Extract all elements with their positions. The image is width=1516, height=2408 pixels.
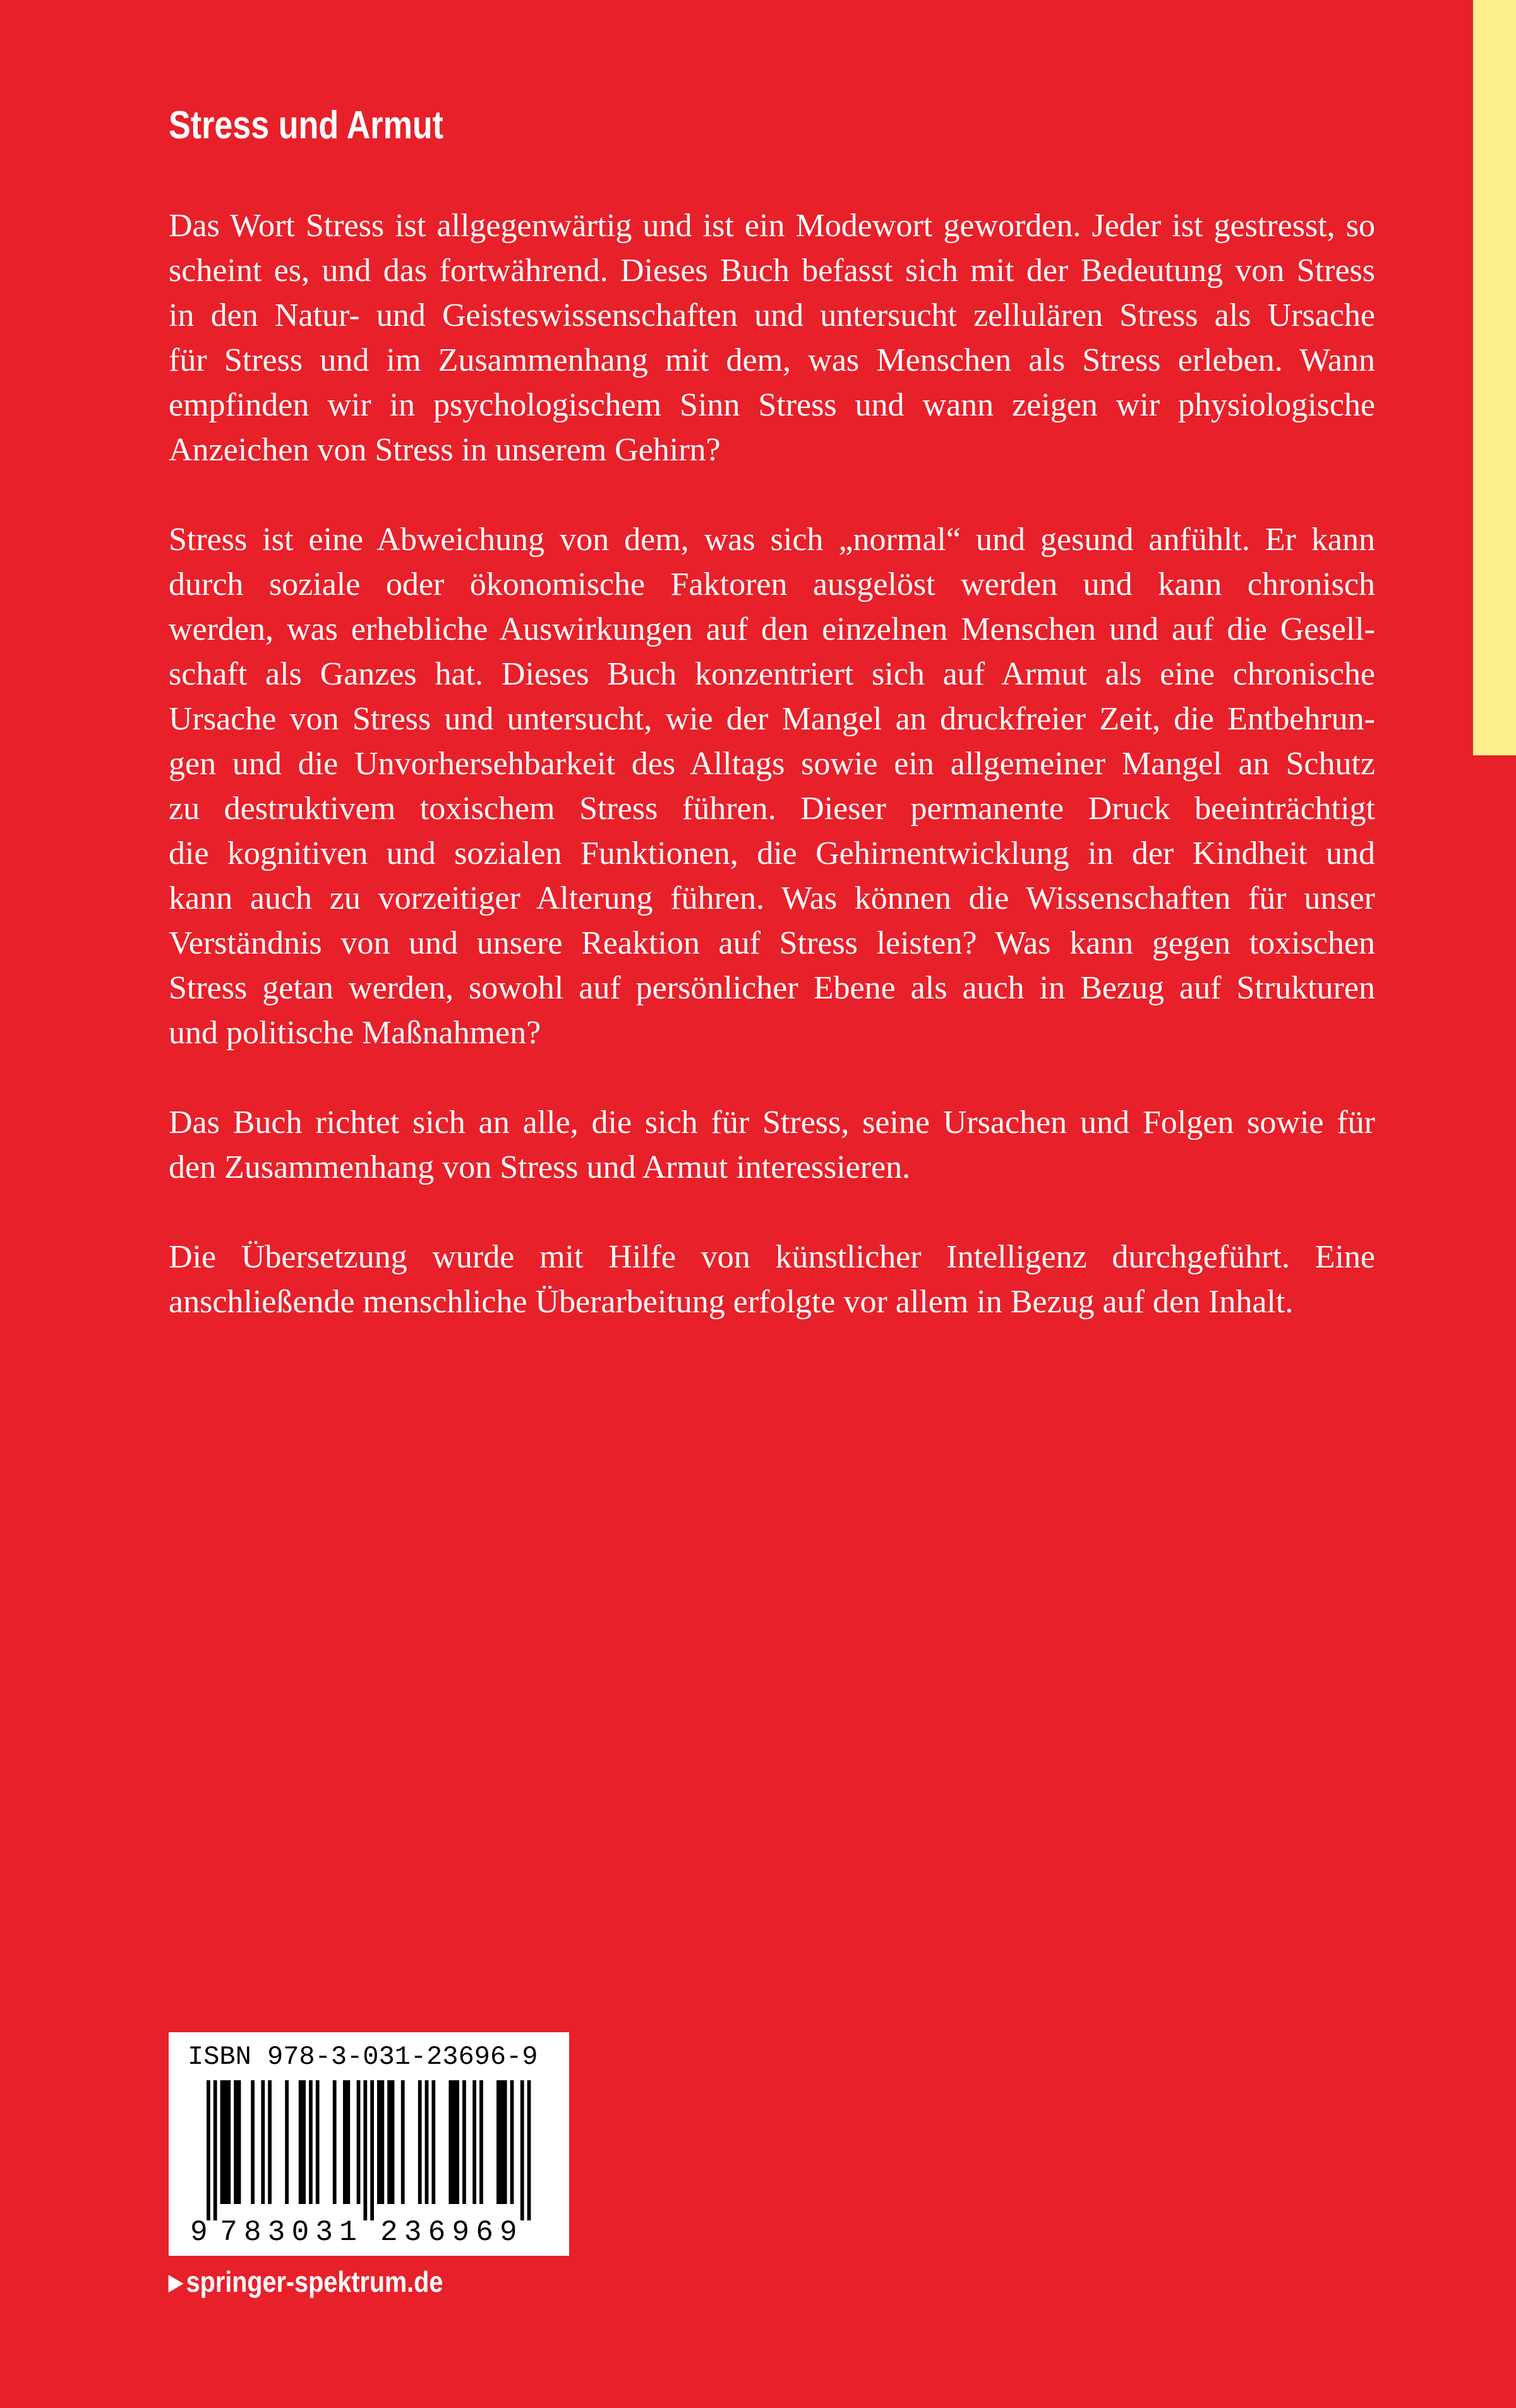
barcode-digit: 9 xyxy=(500,2216,517,2249)
barcode-bar xyxy=(268,2080,272,2204)
isbn-barcode xyxy=(169,2032,569,2256)
barcode-digit: 6 xyxy=(476,2216,493,2249)
barcode-digit: 9 xyxy=(452,2216,469,2249)
barcode-digit: 8 xyxy=(244,2216,262,2249)
barcode-bar xyxy=(380,2080,384,2204)
barcode-bar xyxy=(346,2080,350,2204)
spine-color-strip xyxy=(1473,0,1516,755)
blurb-line: scheint es, und das fortwährend. Dieses Buch befasst sich mit der Bedeutung von Stress xyxy=(169,253,1375,289)
website-url: springer-spektrum.de xyxy=(186,2265,443,2298)
blurb-line: Stress ist eine Abweichung von dem, was sich „normal“ und gesund anfühlt. Er kann xyxy=(169,522,1375,558)
barcode-bar xyxy=(207,2080,210,2220)
blurb-line: schaft als Ganzes hat. Dieses Buch konzentriert sich auf Armut als eine chronische xyxy=(169,656,1375,692)
barcode-bar xyxy=(309,2080,313,2204)
barcode-digit: 0 xyxy=(291,2216,310,2249)
blurb-line: anschließende menschliche Überarbeitung erfolgte vor allem in Bezug auf den Inhalt. xyxy=(169,1284,1294,1320)
barcode-digit: 9 xyxy=(190,2216,208,2249)
barcode-bar xyxy=(431,2080,435,2204)
blurb-paragraph xyxy=(169,203,1375,472)
barcode-bar xyxy=(520,2080,524,2220)
barcode-bar xyxy=(401,2080,405,2204)
blurb-line: kann auch zu vorzeitiger Alterung führen. Was können die Wissenschaften für unser xyxy=(169,880,1375,916)
barcode-bar xyxy=(527,2080,531,2220)
blurb-paragraph xyxy=(169,1100,1375,1190)
book-title: Stress und Armut xyxy=(169,104,444,147)
barcode-bar xyxy=(455,2080,459,2204)
blurb-line: Stress getan werden, sowohl auf persönlicher Ebene als auch in Bezug auf Strukturen xyxy=(169,970,1375,1006)
barcode-bar xyxy=(500,2080,503,2204)
barcode-bar xyxy=(238,2080,241,2204)
blurb-line: zu destruktivem toxischem Stress führen. Dieser permanente Druck beeinträchtigt xyxy=(169,791,1375,827)
barcode-digits xyxy=(169,2217,569,2248)
barcode-bar xyxy=(377,2080,381,2204)
barcode-bar xyxy=(391,2080,395,2204)
barcode-bar xyxy=(472,2080,476,2204)
barcode-bar xyxy=(285,2080,289,2204)
isbn-label: ISBN 978-3-031-23696-9 xyxy=(188,2042,538,2072)
barcode-bar xyxy=(333,2080,337,2204)
blurb-line: Die Übersetzung wurde mit Hilfe von künstlicher Intelligenz durchgeführt. Eine xyxy=(169,1239,1375,1275)
blurb-line: gen und die Unvorhersehbarkeit des Alltags sowie ein allgemeiner Mangel an Schutz xyxy=(169,746,1375,782)
barcode-bar xyxy=(496,2080,500,2204)
barcode-bar xyxy=(224,2080,227,2204)
barcode-bar xyxy=(302,2080,306,2204)
blurb-line: Das Buch richtet sich an alle, die sich für Stress, seine Ursachen und Folgen sowie für xyxy=(169,1105,1375,1141)
barcode-bar xyxy=(510,2080,514,2204)
arrow-right-icon: ▶ xyxy=(169,2270,183,2294)
barcode-bar xyxy=(234,2080,238,2204)
barcode-bar xyxy=(387,2080,391,2204)
barcode-bar xyxy=(343,2080,347,2204)
blurb-line: werden, was erhebliche Auswirkungen auf den einzelnen Menschen und auf die Gesell- xyxy=(169,611,1375,647)
publisher-website xyxy=(169,2263,443,2301)
barcode-bar xyxy=(425,2080,429,2204)
barcode-bar xyxy=(261,2080,265,2204)
barcode-digit: 3 xyxy=(404,2216,422,2249)
blurb-line: in den Natur- und Geisteswissenschaften und untersucht zellulären Stress als Ursache xyxy=(169,297,1375,333)
barcode-digit: 3 xyxy=(315,2216,333,2249)
blurb-line: Verständnis von und unsere Reaktion auf Stress leisten? Was kann gegen toxischen xyxy=(169,925,1375,961)
barcode-bar xyxy=(316,2080,320,2204)
barcode-digit: 2 xyxy=(380,2216,398,2249)
blurb-line: durch soziale oder ökonomische Faktoren ausgelöst werden und kann chronisch xyxy=(169,566,1375,602)
blurb-line: den Zusammenhang von Stress und Armut interessieren. xyxy=(169,1149,911,1185)
barcode-digit: 3 xyxy=(267,2216,286,2249)
barcode-bar xyxy=(479,2080,483,2204)
barcode-digit: 1 xyxy=(339,2216,357,2249)
barcode-bar xyxy=(220,2080,224,2204)
blurb-line: Anzeichen von Stress in unserem Gehirn? xyxy=(169,432,721,468)
blurb-line: und politische Maßnahmen? xyxy=(169,1015,541,1051)
barcode-bar xyxy=(227,2080,231,2204)
barcode-bar xyxy=(503,2080,507,2204)
blurb-line: für Stress und im Zusammenhang mit dem, was Menschen als Stress erleben. Wann xyxy=(169,342,1375,378)
barcode-digit: 7 xyxy=(220,2216,238,2249)
blurb-line: die kognitiven und sozialen Funktionen, die Gehirnentwicklung in der Kindheit und xyxy=(169,836,1375,872)
blurb-text xyxy=(169,203,1375,1369)
barcode-bar xyxy=(462,2080,466,2204)
barcode-bar xyxy=(418,2080,422,2204)
blurb-line: Ursache von Stress und untersucht, wie der Mangel an druckfreier Zeit, die Entbehrun- xyxy=(169,701,1375,737)
blurb-line: empfinden wir in psychologischem Sinn Stress und wann zeigen wir physiologische xyxy=(169,387,1375,423)
barcode-bar xyxy=(214,2080,217,2220)
barcode-bar xyxy=(452,2080,456,2204)
barcode-bars xyxy=(188,2080,550,2220)
blurb-line: Das Wort Stress ist allgegenwärtig und ist ein Modewort geworden. Jeder ist gestresst, so xyxy=(169,208,1375,244)
blurb-paragraph xyxy=(169,1235,1375,1324)
barcode-bar xyxy=(363,2080,367,2220)
barcode-bar xyxy=(357,2080,361,2204)
barcode-bar xyxy=(370,2080,374,2220)
blurb-paragraph xyxy=(169,517,1375,1055)
barcode-bar xyxy=(251,2080,255,2204)
barcode-digit: 6 xyxy=(428,2216,446,2249)
barcode-bar xyxy=(299,2080,303,2204)
barcode-bar xyxy=(448,2080,452,2204)
